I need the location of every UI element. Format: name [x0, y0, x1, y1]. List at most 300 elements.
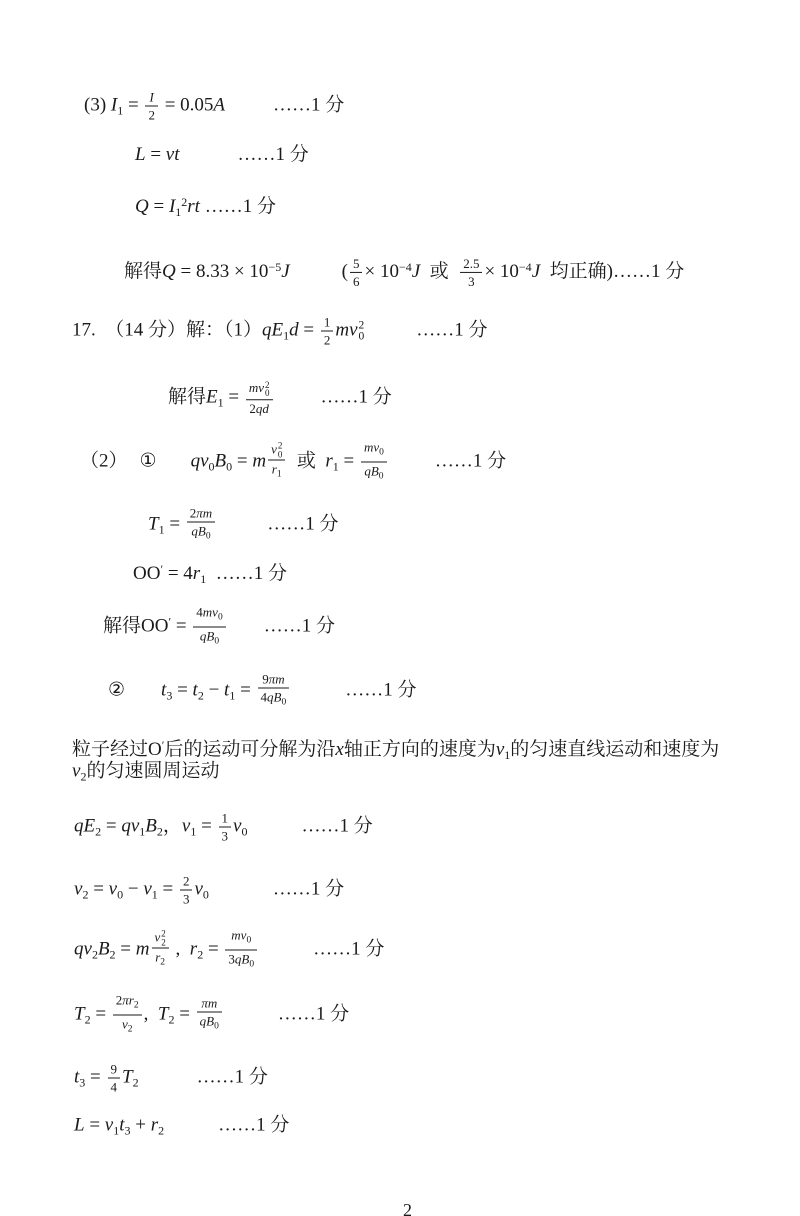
math-variable: m: [135, 938, 150, 960]
math-text: =: [148, 196, 169, 217]
math-superscript: −4: [398, 259, 412, 274]
math-variable: T: [148, 513, 159, 535]
fraction-numerator: [460, 256, 482, 273]
math-subscript: 2: [80, 769, 87, 784]
math-variable: v: [143, 878, 152, 900]
math-subscript: 1: [151, 887, 158, 902]
math-subscript: 0: [202, 887, 209, 902]
fraction: [145, 90, 158, 123]
fraction: [460, 256, 482, 289]
fraction: [258, 672, 290, 711]
spacer: [275, 401, 321, 402]
math-text: ……1 分: [263, 615, 335, 637]
math-text: 17. （14 分）解：（1）: [72, 319, 263, 341]
fraction-numerator: [246, 380, 273, 400]
math-text: 均正确)……1 分: [540, 260, 685, 282]
math-variable: mv: [363, 439, 380, 455]
math-variable: v: [194, 878, 203, 900]
math-variable: B: [214, 450, 227, 472]
fraction-denominator: [460, 273, 482, 289]
math-variable: r: [325, 450, 333, 472]
math-subscript: 2: [127, 1024, 133, 1035]
math-subscript: 2: [168, 1012, 175, 1027]
math-variable: L: [135, 144, 146, 165]
math-text: =: [235, 679, 256, 701]
math-text: 2: [189, 505, 197, 521]
spacer: [290, 276, 342, 277]
fraction-denominator: [193, 628, 225, 650]
spacer: [228, 630, 264, 631]
math-variable: mv: [335, 319, 358, 341]
math-subscript: 2: [133, 1000, 139, 1011]
fraction: [197, 996, 222, 1035]
fraction: [321, 315, 334, 348]
math-variable: mv: [248, 380, 265, 396]
spacer: [247, 830, 301, 831]
fraction-denominator: [145, 107, 158, 123]
math-text: =: [115, 938, 136, 960]
fraction-denominator: [108, 1079, 121, 1095]
fraction: [268, 441, 285, 483]
math-text: =: [172, 679, 193, 701]
math-subscript: 0: [249, 959, 255, 970]
math-subscript: 0: [208, 459, 215, 474]
math-text: =: [232, 450, 253, 472]
math-text: OO: [133, 563, 161, 584]
math-subscript: 1: [139, 824, 146, 839]
math-text: =: [196, 815, 217, 837]
math-variable: qv: [190, 450, 209, 472]
math-text: 4: [260, 689, 268, 705]
fraction-numerator: [180, 874, 193, 891]
math-subscript: 2: [161, 937, 166, 948]
math-variable: d: [289, 319, 299, 341]
math-text: ①: [139, 450, 157, 472]
math-variable: qE: [74, 815, 96, 837]
math-text: =: [123, 94, 144, 116]
math-variable: qB: [234, 951, 250, 967]
math-text: =: [338, 450, 359, 472]
math-variable: πr: [122, 992, 134, 1008]
math-superscript: ′: [161, 738, 165, 752]
math-superscript: 2: [358, 319, 365, 332]
formula-q17-period-t1: [148, 506, 338, 545]
math-subscript: 2: [160, 957, 166, 968]
math-supsub: [265, 381, 270, 398]
math-text: =: [145, 144, 166, 165]
math-text: 的匀速直线运动和速度为: [510, 739, 720, 760]
math-text: 粒子经过O: [72, 739, 162, 760]
math-subscript: 0: [214, 636, 220, 647]
math-text: ……1 分: [345, 679, 417, 701]
math-text: ……1 分: [277, 1003, 350, 1025]
spacer: [291, 694, 345, 695]
math-variable: qE: [262, 319, 284, 341]
math-superscript: −4: [518, 259, 532, 274]
math-variable: t: [192, 679, 198, 701]
formula-q17-v2: [74, 874, 344, 907]
math-subscript: 2: [84, 1012, 91, 1027]
math-text: 2.5: [463, 256, 480, 272]
math-text: =: [88, 878, 109, 900]
math-subscript: 1: [283, 328, 290, 343]
math-superscript: 2: [265, 379, 270, 390]
math-text: = 8.33 × 10: [175, 260, 269, 282]
math-variable: r: [189, 938, 198, 960]
math-subscript: 0: [379, 447, 384, 458]
math-variable: T: [74, 1003, 85, 1025]
heading-q17-part1-energy: [72, 315, 488, 348]
formula-q16-3-length: [135, 143, 309, 167]
math-variable: Q: [135, 196, 149, 217]
math-text: ，: [162, 815, 182, 837]
math-variable: t: [74, 1066, 80, 1088]
math-superscript: ′: [160, 562, 164, 576]
math-subscript: 2: [91, 947, 98, 962]
math-variable: v: [233, 815, 242, 837]
spacer: [364, 334, 416, 335]
math-subscript: 0: [217, 612, 223, 623]
formula-q17-period-t2: [74, 993, 349, 1038]
fraction-numerator: [113, 993, 142, 1016]
math-text: 解得: [168, 386, 207, 408]
math-supsub: [359, 321, 365, 342]
math-text: 4: [110, 1079, 117, 1095]
math-variable: J: [531, 260, 541, 282]
math-text: (: [341, 260, 348, 282]
math-variable: mv: [202, 604, 218, 620]
math-text: 9: [110, 1061, 117, 1077]
math-text: 6: [352, 274, 360, 290]
math-variable: vt: [165, 144, 180, 165]
fraction: [225, 928, 257, 973]
math-variable: m: [252, 450, 267, 472]
spacer: [164, 1130, 218, 1131]
spacer: [128, 465, 140, 466]
math-text: 后的运动可分解为沿: [164, 739, 336, 760]
formula-q17-length: [74, 1114, 289, 1143]
math-text: × 10: [364, 260, 399, 282]
math-text: =: [223, 386, 244, 408]
fraction-denominator: [152, 949, 169, 971]
math-variable: r: [271, 461, 277, 477]
math-superscript: −5: [268, 259, 282, 274]
fraction-numerator: [225, 928, 257, 951]
math-text: 或: [420, 260, 459, 282]
math-variable: r: [192, 563, 201, 584]
math-text: =: [298, 319, 319, 341]
fraction-numerator: [193, 605, 225, 628]
spacer: [209, 893, 273, 894]
fraction-denominator: [180, 891, 193, 907]
math-subscript: 2: [132, 1075, 139, 1090]
math-subscript: 1: [229, 688, 236, 703]
fraction: [108, 1062, 121, 1095]
math-subscript: 1: [117, 103, 124, 118]
math-text: ……1 分: [301, 815, 373, 837]
math-variable: v: [495, 739, 505, 760]
math-text: ……1 分: [313, 938, 385, 960]
math-subscript: 1: [113, 1123, 120, 1138]
text-q17-motion-decomposition-2: [72, 760, 219, 789]
math-variable: v: [121, 1016, 128, 1032]
math-text: 的匀速圆周运动: [86, 760, 220, 782]
math-text: ……1 分: [267, 513, 339, 535]
math-text: 2: [182, 873, 190, 889]
math-text: 3: [468, 274, 475, 290]
math-subscript: 0: [246, 935, 252, 946]
formula-q17-e1-result: [168, 380, 392, 416]
math-text: ……1 分: [273, 94, 345, 116]
math-subscript: 1: [158, 522, 165, 537]
fraction: [350, 256, 363, 289]
fraction-numerator: [268, 441, 285, 461]
math-text: ,: [170, 938, 190, 960]
math-variable: qv: [74, 938, 92, 960]
math-variable: E: [206, 386, 218, 408]
math-variable: r: [155, 949, 161, 965]
math-variable: qB: [199, 628, 215, 644]
math-subscript: 0: [117, 887, 124, 902]
math-subscript: 0: [378, 471, 384, 482]
math-variable: I: [149, 89, 154, 105]
math-superscript: 2: [181, 195, 188, 209]
fraction: [113, 993, 142, 1038]
math-text: 或: [287, 450, 326, 472]
fraction-denominator: [187, 523, 215, 545]
fraction: [246, 380, 273, 416]
fraction-denominator: [361, 463, 387, 485]
math-text: 解得OO: [103, 615, 169, 637]
math-subscript: 3: [124, 1123, 131, 1138]
math-variable: T: [122, 1066, 133, 1088]
math-variable: v: [181, 815, 191, 837]
math-variable: v: [104, 1114, 114, 1136]
math-variable: qB: [364, 463, 379, 479]
math-text: = 4: [163, 563, 193, 584]
fraction-denominator: [219, 828, 232, 844]
math-text: =: [157, 878, 178, 900]
math-subscript: 1: [200, 572, 207, 586]
math-variable: r: [150, 1114, 159, 1136]
fraction: [219, 811, 232, 844]
math-subscript: 0: [205, 531, 211, 542]
fraction-numerator: [152, 929, 169, 949]
math-text: ……1 分: [416, 319, 488, 341]
fraction: [187, 506, 215, 545]
math-variable: qB: [199, 1013, 215, 1029]
math-variable: L: [74, 1114, 85, 1136]
math-variable: I: [168, 196, 176, 217]
fraction-denominator: [197, 1013, 222, 1035]
math-text: 2: [249, 400, 256, 416]
spacer: [125, 694, 161, 695]
math-text: 1: [221, 810, 229, 826]
fraction-numerator: [361, 440, 387, 463]
formula-q17-t3-final: [74, 1062, 268, 1095]
fraction-numerator: [108, 1062, 121, 1079]
math-subscript: 2: [82, 887, 89, 902]
math-subscript: 2: [197, 688, 204, 703]
fraction-numerator: [321, 315, 334, 332]
spacer: [259, 953, 313, 954]
formula-q16-3-current: [84, 90, 344, 123]
math-variable: I: [110, 94, 118, 116]
math-text: ……1 分: [218, 1114, 290, 1136]
math-variable: πm: [196, 505, 213, 521]
fraction-denominator: [268, 461, 285, 483]
math-text: =: [164, 513, 185, 535]
math-text: ……1 分: [199, 196, 276, 217]
math-text: =: [90, 1003, 111, 1025]
math-text: 3: [182, 891, 190, 907]
math-variable: qB: [191, 523, 206, 539]
math-text: ②: [108, 679, 126, 701]
math-variable: v: [271, 441, 277, 457]
math-subscript: 0: [265, 388, 270, 399]
fraction-numerator: [258, 672, 290, 689]
fraction-numerator: [187, 506, 215, 523]
spacer: [389, 465, 435, 466]
math-variable: rt: [187, 196, 200, 217]
math-subscript: 1: [504, 748, 511, 762]
math-subscript: 1: [276, 469, 282, 480]
fraction-denominator: [225, 951, 257, 973]
math-variable: A: [213, 94, 226, 116]
math-text: = 0.05: [159, 94, 214, 116]
math-text: 2: [115, 992, 123, 1008]
spacer: [225, 109, 273, 110]
math-text: 5: [352, 256, 360, 272]
math-variable: v: [72, 760, 81, 782]
formula-q16-3-heat-result: [124, 255, 684, 289]
math-variable: πm: [201, 995, 218, 1011]
fraction-numerator: [197, 996, 222, 1013]
math-variable: J: [411, 260, 421, 282]
spacer: [224, 1018, 278, 1019]
spacer: [217, 528, 267, 529]
math-subscript: 1: [217, 395, 224, 410]
math-subscript: 0: [281, 697, 287, 708]
math-text: =: [171, 615, 192, 637]
math-variable: T: [157, 1003, 169, 1025]
math-subscript: 2: [109, 947, 116, 962]
math-text: 2: [148, 107, 155, 123]
math-text: −: [203, 679, 225, 701]
math-text: =: [84, 1114, 105, 1136]
math-variable: qd: [255, 400, 269, 416]
math-subscript: 1: [175, 205, 182, 219]
math-subscript: 1: [332, 459, 339, 474]
math-subscript: 2: [158, 1123, 165, 1138]
math-subscript: 0: [277, 449, 283, 460]
math-subscript: 1: [190, 824, 197, 839]
math-variable: πm: [268, 671, 285, 687]
math-subscript: 0: [214, 1021, 219, 1032]
spacer: [139, 1081, 197, 1082]
formula-q17-v1: [74, 811, 373, 844]
page-number: 2: [403, 1200, 412, 1216]
math-variable: Q: [162, 260, 176, 282]
spacer: [180, 159, 238, 160]
math-text: (3): [84, 94, 111, 116]
math-text: 2: [323, 332, 331, 348]
math-superscript: ′: [168, 614, 172, 629]
formula-q16-3-heat: [135, 190, 276, 224]
math-subscript: 0: [358, 330, 365, 342]
math-variable: t: [224, 679, 230, 701]
fraction: [180, 874, 193, 907]
math-text: =: [203, 938, 224, 960]
math-variable: v: [74, 878, 83, 900]
math-text: （2）: [80, 450, 128, 472]
math-text: =: [174, 1003, 195, 1025]
math-text: × 10: [484, 260, 519, 282]
formula-q17-r2: [74, 928, 384, 973]
fraction-numerator: [145, 90, 158, 107]
math-variable: B: [145, 815, 157, 837]
math-supsub: [161, 930, 166, 947]
math-subscript: 2: [95, 824, 102, 839]
math-variable: t: [161, 679, 167, 701]
math-text: =: [85, 1066, 106, 1088]
math-text: 1: [323, 314, 331, 330]
math-text: 解得: [124, 260, 163, 282]
math-text: ……1 分: [320, 386, 392, 408]
math-text: ,: [143, 1003, 158, 1025]
math-text: −: [123, 878, 144, 900]
fraction-denominator: [350, 273, 363, 289]
math-subscript: 2: [156, 824, 163, 839]
math-superscript: 2: [277, 440, 283, 451]
math-text: 9: [262, 671, 269, 687]
math-subscript: 2: [197, 947, 204, 962]
fraction-denominator: [113, 1016, 142, 1038]
math-variable: v: [108, 878, 118, 900]
formula-q17-t3: [108, 672, 417, 711]
math-text: 3: [228, 951, 235, 967]
math-text: ……1 分: [196, 1066, 268, 1088]
fraction-denominator: [246, 400, 273, 416]
math-variable: x: [335, 739, 344, 760]
fraction-denominator: [258, 689, 290, 711]
formula-q17-part2-radius: [80, 440, 506, 485]
math-subscript: 0: [226, 459, 233, 474]
math-text: ……1 分: [237, 144, 309, 165]
math-text: 4: [196, 604, 203, 620]
math-variable: v: [154, 929, 161, 945]
fraction: [152, 929, 169, 971]
math-text: ……1 分: [434, 450, 507, 472]
fraction-denominator: [321, 332, 334, 348]
formula-q17-oo-result: [103, 605, 335, 650]
formula-q17-oo-distance: [133, 557, 287, 591]
fraction-numerator: [350, 256, 363, 273]
spacer: [157, 465, 191, 466]
fraction-numerator: [219, 811, 232, 828]
math-text: =: [101, 815, 122, 837]
math-superscript: 2: [161, 928, 166, 939]
math-variable: B: [97, 938, 110, 960]
math-supsub: [278, 442, 283, 459]
math-variable: qB: [267, 689, 282, 705]
math-text: 轴正方向的速度为: [343, 739, 496, 760]
math-text: 3: [221, 828, 229, 844]
fraction: [361, 440, 387, 485]
math-variable: t: [119, 1114, 125, 1136]
fraction: [193, 605, 225, 650]
math-text: ……1 分: [272, 878, 345, 900]
